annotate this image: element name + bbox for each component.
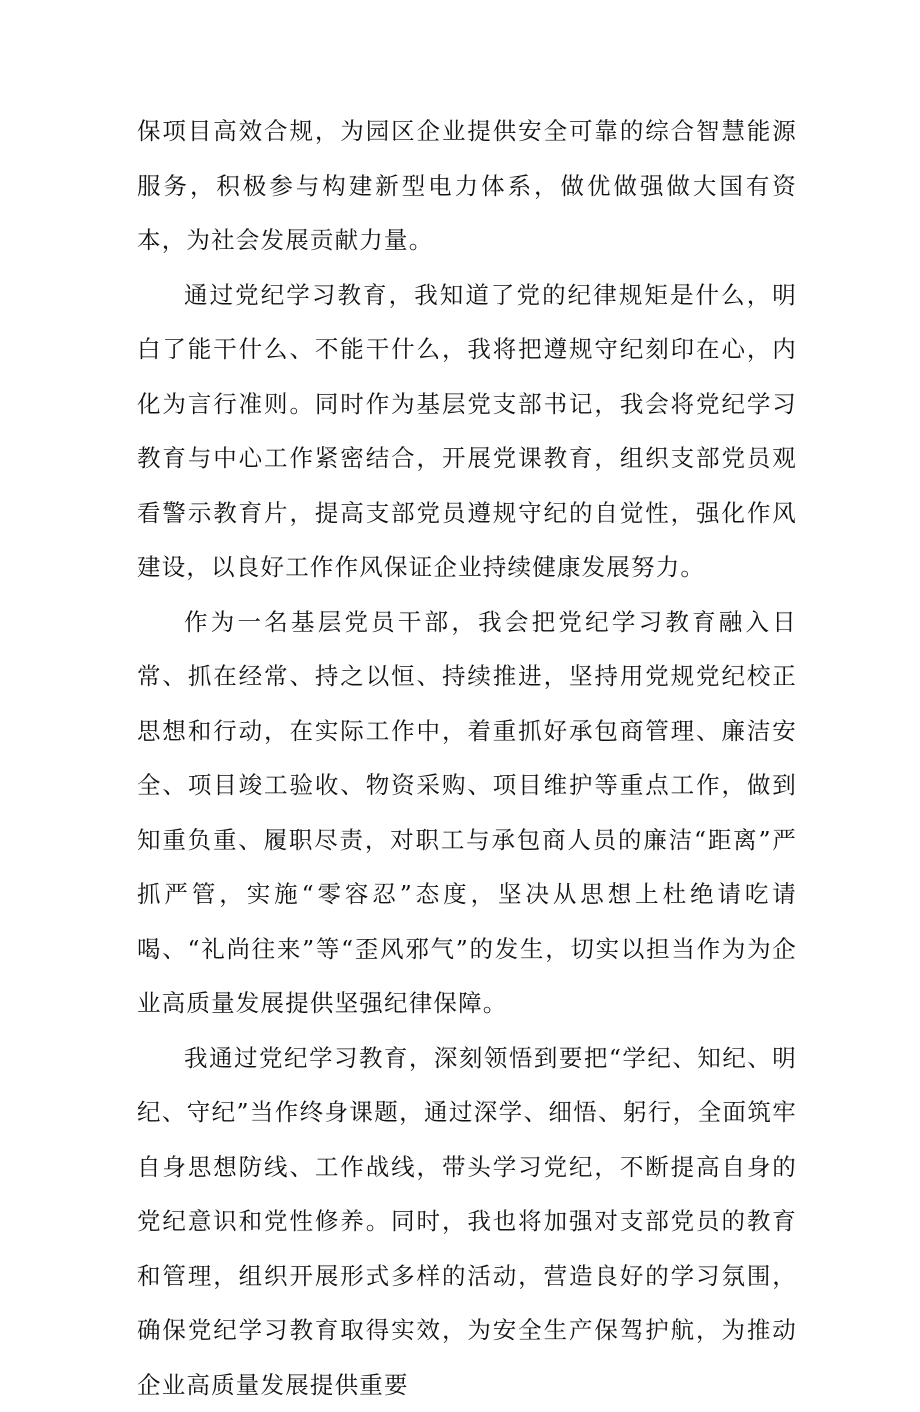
paragraph-4: 我通过党纪学习教育，深刻领悟到要把“学纪、知纪、明纪、守纪”当作终身课题，通过深学、细悟、躬行，全面筑牢自身思想防线、工作战线，带头学习党纪，不断提高自身的党纪意识和党性修养。同时，我也将加强对支部党员的教育和管理，组织开展形式多样的活动，营造良好的学习氛围，确保党纪学习教育取得实效，为安全生产保驾护航，为推动企业高质量发展提供重要 bbox=[137, 1031, 797, 1412]
document-body bbox=[137, 104, 797, 1412]
paragraph-1: 保项目高效合规，为园区企业提供安全可靠的综合智慧能源服务，积极参与构建新型电力体系，做优做强做大国有资本，为社会发展贡献力量。 bbox=[137, 104, 797, 268]
paragraph-2: 通过党纪学习教育，我知道了党的纪律规矩是什么，明白了能干什么、不能干什么，我将把遵规守纪刻印在心，内化为言行准则。同时作为基层党支部书记，我会将党纪学习教育与中心工作紧密结合，开展党课教育，组织支部党员观看警示教育片，提高支部党员遵规守纪的自觉性，强化作风建设，以良好工作作风保证企业持续健康发展努力。 bbox=[137, 268, 797, 595]
paragraph-3: 作为一名基层党员干部，我会把党纪学习教育融入日常、抓在经常、持之以恒、持续推进，坚持用党规党纪校正思想和行动，在实际工作中，着重抓好承包商管理、廉洁安全、项目竣工验收、物资采购、项目维护等重点工作，做到知重负重、履职尽责，对职工与承包商人员的廉洁“距离”严抓严管，实施“零容忍”态度，坚决从思想上杜绝请吃请喝、“礼尚往来”等“歪风邪气”的发生，切实以担当作为为企业高质量发展提供坚强纪律保障。 bbox=[137, 595, 797, 1031]
